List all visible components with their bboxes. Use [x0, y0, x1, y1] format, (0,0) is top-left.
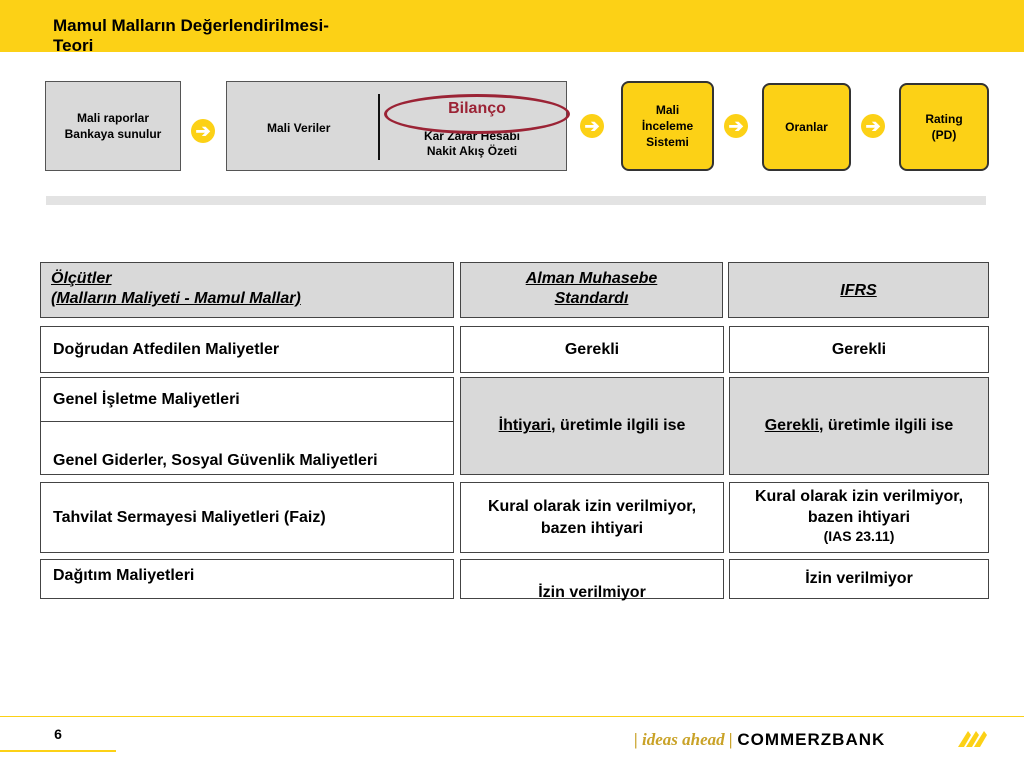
header-criteria-line2: (Malların Maliyeti - Mamul Mallar) [51, 290, 301, 307]
row2-german-rest: , üretimle ilgili ise [551, 417, 686, 434]
bilanco-label: Bilanço [448, 100, 506, 117]
arrow-right-icon: ➔ [861, 114, 885, 138]
row3-german-cell [460, 482, 724, 553]
row1-german: Gerekli [564, 340, 620, 358]
row4-ifrs-cell [729, 559, 989, 599]
row3-ifrs-cell [729, 482, 989, 553]
header-ifrs-label: IFRS [840, 282, 877, 299]
nakit-akis-label: Nakit Akış Özeti [426, 144, 518, 158]
arrow-right-icon: ➔ [191, 119, 215, 143]
flow-box-analysis-system [621, 81, 714, 171]
row1-label: Doğrudan Atfedilen Maliyetler [53, 340, 280, 358]
row-general-expenses-label [40, 421, 454, 475]
row2-ifrs-underlined: Gerekli [764, 417, 819, 434]
mali-inceleme-line1: Mali [655, 103, 680, 117]
commerzbank-ribbon-icon [956, 727, 990, 749]
row3-ifrs-line3: (IAS 23.11) [823, 528, 895, 544]
row2a-label: Genel İşletme Maliyetleri [53, 390, 240, 408]
row-overhead-label [40, 377, 454, 422]
flow-box-ratios [762, 83, 851, 171]
flow-box-reports [45, 81, 181, 171]
header-criteria-line1: Ölçütler [51, 270, 112, 287]
header-german-line2: Standardı [554, 290, 629, 307]
page-title-line1: Mamul Malların Değerlendirilmesi- [53, 16, 329, 35]
kar-zarar-label: Kar Zarar Hesabı [423, 129, 521, 143]
brand-name: COMMERZBANK [737, 730, 886, 749]
row1-ifrs-cell [729, 326, 989, 373]
row4-german: İzin verilmiyor [538, 584, 646, 601]
row3-ifrs-line2: bazen ihtiyari [807, 509, 911, 526]
brand-slogan: | ideas ahead | [634, 730, 733, 749]
flow-box-reports-line2: Bankaya sunulur [64, 127, 162, 141]
row4-label: Dağıtım Maliyetleri [53, 567, 195, 584]
row3-german-line1: Kural olarak izin verilmiyor, [487, 497, 697, 515]
flow-box-rating [899, 83, 989, 171]
row2b-label: Genel Giderler, Sosyal Güvenlik Maliyetleri [53, 452, 378, 469]
page-title-line2: Teori [53, 36, 94, 55]
page-number-underline [0, 750, 116, 752]
header-german-line1: Alman Muhasebe [525, 270, 658, 287]
header-german-standard [460, 262, 723, 318]
row1-german-cell [460, 326, 724, 373]
row1-ifrs: Gerekli [831, 340, 887, 358]
row3-ifrs-line1: Kural olarak izin verilmiyor, [754, 488, 964, 505]
mali-inceleme-line3: Sistemi [646, 135, 689, 149]
header-ifrs [728, 262, 989, 318]
row4-ifrs: İzin verilmiyor [805, 570, 913, 587]
divider [378, 94, 380, 160]
page-title [53, 16, 329, 56]
arrow-right-icon: ➔ [580, 114, 604, 138]
row2-ifrs-cell [729, 377, 989, 475]
row2-ifrs-rest: , üretimle ilgili ise [819, 417, 954, 434]
row-direct-costs-label [40, 326, 454, 373]
brand-logo [634, 730, 885, 750]
row-distribution-label [40, 559, 454, 599]
row4-german-cell [460, 559, 724, 599]
arrow-right-icon: ➔ [724, 114, 748, 138]
row-interest-label [40, 482, 454, 553]
row2-german-underlined: İhtiyari [498, 417, 552, 434]
row3-label: Tahvilat Sermayesi Maliyetleri (Faiz) [53, 508, 326, 526]
header-criteria [40, 262, 454, 318]
page-number: 6 [54, 726, 62, 742]
rating-line1: Rating [925, 112, 963, 126]
oranlar-label: Oranlar [785, 120, 828, 134]
section-divider [46, 196, 986, 205]
footer-line [0, 716, 1024, 717]
mali-inceleme-line2: İnceleme [641, 119, 694, 133]
flow-box-reports-line1: Mali raporlar [76, 111, 149, 125]
rating-line2: (PD) [931, 128, 957, 142]
row3-german-line2: bazen ihtiyari [540, 519, 644, 537]
row2-german-cell [460, 377, 724, 475]
mali-veriler-label: Mali Veriler [267, 121, 331, 135]
